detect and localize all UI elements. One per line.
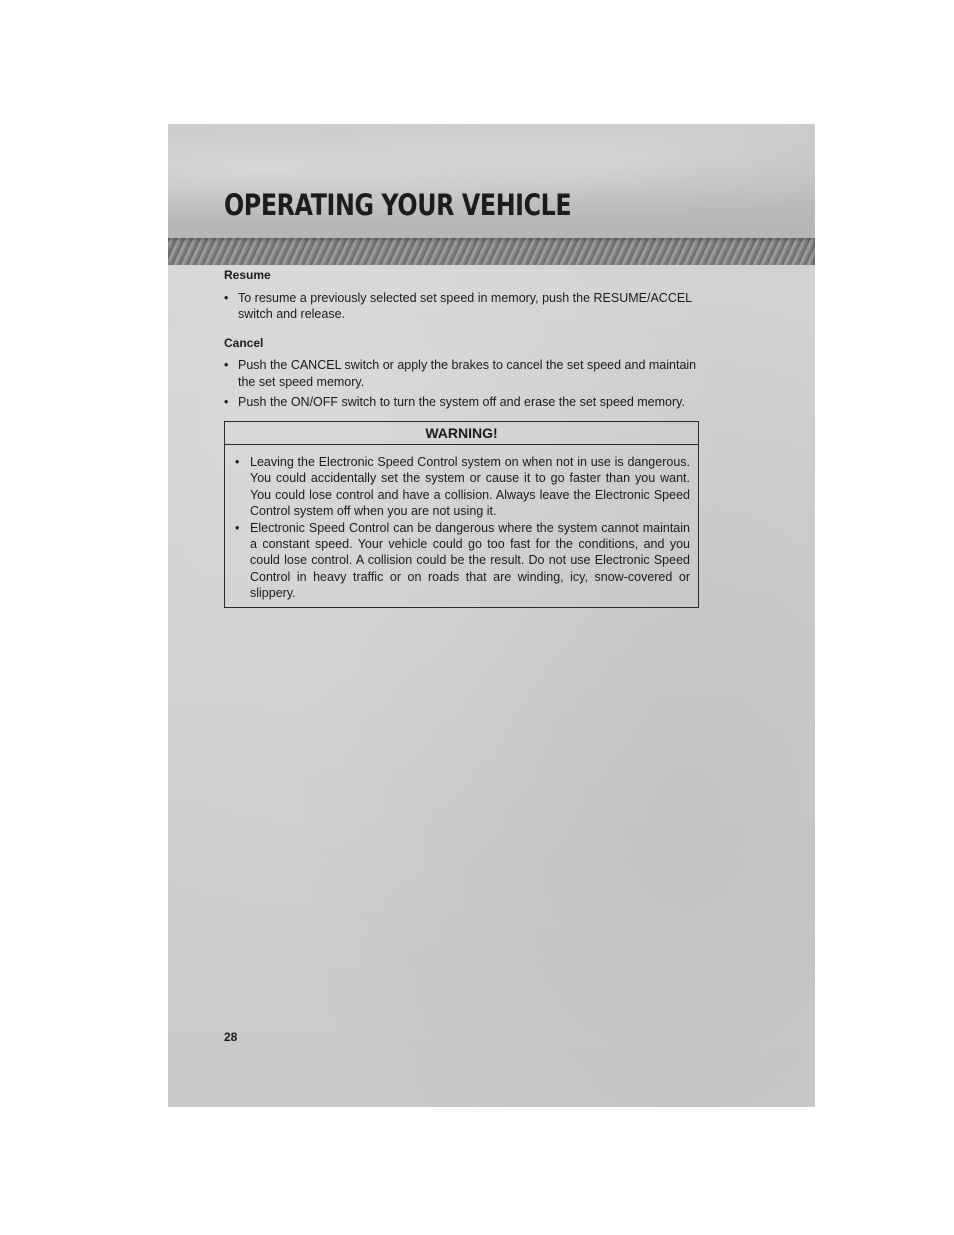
header-texture-band xyxy=(168,238,815,265)
page-number: 28 xyxy=(224,1030,238,1044)
bullet-icon: • xyxy=(235,455,240,469)
warning-box xyxy=(224,421,699,608)
page-header xyxy=(168,124,815,238)
warning-item xyxy=(235,454,690,520)
warning-item-text: Electronic Speed Control can be dangerous where the system cannot maintain a constant speed. Your vehicle could go too fast for the conditions, and you could lose control. A collision could be the result. Do not use Electronic Speed Control in heavy traffic or on roads that are winding, icy, snow-covered or slippery. xyxy=(250,520,690,601)
section-heading-cancel: Cancel xyxy=(224,335,264,350)
list-item-text: Push the CANCEL switch or apply the brakes to cancel the set speed and maintain the set speed memory. xyxy=(238,358,697,389)
list-item xyxy=(224,394,702,411)
page-title: OPERATING YOUR VEHICLE xyxy=(224,188,572,222)
bullet-icon: • xyxy=(224,358,229,372)
warning-item-text: Leaving the Electronic Speed Control system on when not in use is dangerous. You could accidentally set the system or cause it to go faster than you want. You could lose control and have a collision. Always leave the Electronic Speed Control system off when you are not using it. xyxy=(250,455,690,519)
list-item-text: To resume a previously selected set speed in memory, push the RESUME/ACCEL switch and release. xyxy=(238,290,692,321)
bullet-icon: • xyxy=(224,395,229,409)
manual-page xyxy=(168,124,815,1107)
warning-title: WARNING! xyxy=(225,422,698,445)
bullet-icon: • xyxy=(224,290,229,305)
warning-item xyxy=(235,520,690,602)
page-content xyxy=(224,267,702,415)
list-item xyxy=(224,290,702,323)
section-heading-resume: Resume xyxy=(224,268,271,282)
bullet-icon: • xyxy=(235,520,240,535)
list-item-text: Push the ON/OFF switch to turn the system off and erase the set speed memory. xyxy=(238,395,685,409)
list-item xyxy=(224,357,702,390)
warning-body xyxy=(225,445,698,602)
